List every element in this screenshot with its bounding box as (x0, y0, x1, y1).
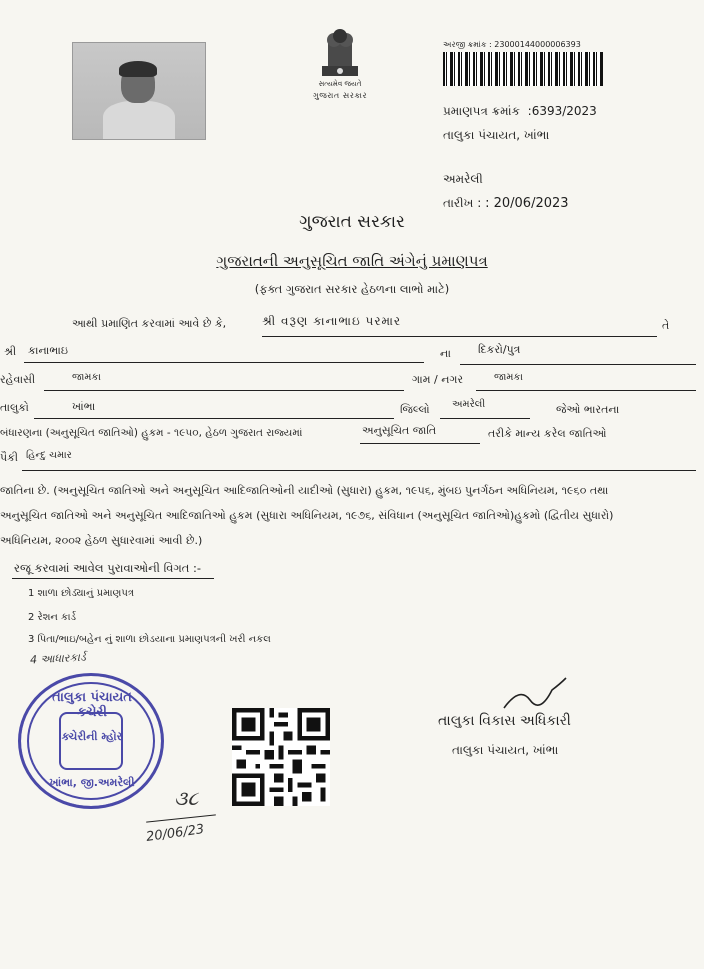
emblem-caption: ગુજરાત સરકાર (312, 91, 368, 100)
signatory-office: તાલુકા પંચાયત, ખાંભા (452, 743, 559, 757)
seal-bottom-text: ખાંભા, જી.અમરેલી (49, 776, 135, 789)
handwritten-date: 20/06/23 (145, 822, 206, 845)
recognized-text: તરીકે માન્ય કરેલ જાતિઓ (488, 427, 607, 440)
certificate-title: ગુજરાતની અનુસૂચિત જાતિ અંગેનું પ્રમાણપત્ર (216, 252, 488, 270)
handwritten-evidence: 4 આધારકાર્ડ (29, 650, 87, 667)
evidence-heading: રજૂ કરવામાં આવેલ પુરાવાઓની વિગત :- (14, 561, 202, 575)
evidence-item: 2 રેશન કાર્ડ (28, 612, 77, 623)
certificate-note: (ફક્ત ગુજરાત સરકાર હેઠળના લાભો માટે) (254, 282, 450, 296)
village-value: જામકા (494, 372, 523, 383)
evidence-item: 1 શાળા છોડ્યાનું પ્રમાણપત્ર (28, 588, 134, 599)
applicant-photo (72, 42, 206, 140)
paragraph-line: અધિનિયમ, ૨૦૦૨ હેઠળ સુધારવામાં આવી છે.) (0, 534, 203, 547)
category-value: અનુસૂચિત જાતિ (362, 424, 437, 437)
resident-value: જામકા (72, 372, 101, 383)
district-label: જિલ્લો (400, 403, 430, 416)
emblem-motto: સત્યમેવ જયતે (318, 80, 362, 88)
district-header: અમરેલી (443, 172, 483, 186)
paragraph-line: અનુસૂચિત જાતિઓ અને અનુસૂચિત આદિજાતિઓ હુકમ (સુધારા અધિનિયમ, ૧૯૭૬, સંવિધાન (અનુસૂચિત જાતિઓ)હુકમો (દ્વિતીય સુધારો) (0, 509, 614, 522)
na-label: ના (440, 347, 451, 360)
resident-label: રહેવાસી (0, 373, 36, 386)
barcode (443, 52, 603, 86)
village-label: ગામ / નગર (412, 373, 464, 386)
application-number: અરજી ક્રમાંક : 23000144000006393 (443, 40, 581, 49)
signatory-title: તાલુકા વિકાસ અધિકારી (438, 713, 571, 729)
seal-center-text: ક્ચેરીની મ્હોર (61, 730, 123, 743)
te-label: તે (662, 319, 670, 332)
evidence-item: 3 પિતા/ભાઇ/બહેન નું શાળા છોડયાના પ્રમાણપત્રની ખરી નકલ (28, 634, 271, 645)
taluka-value: ખાંભા (72, 400, 96, 413)
taluka-label: તાલુકો (0, 401, 29, 414)
relation: દિકરો/પુત્ર (478, 343, 521, 356)
applicant-name: શ્રી વરૂણ કાનાભાઇ પરમાર (262, 314, 402, 328)
national-emblem-icon (304, 22, 376, 80)
issue-date: તારીખ : : 20/06/2023 (443, 196, 569, 211)
je-label: જેઓ ભારતના (556, 403, 620, 416)
district-value: અમરેલી (452, 399, 486, 410)
panchayat-seal (18, 673, 164, 809)
legal-paragraph (0, 478, 704, 553)
page-title: ગુજરાત સરકાર (299, 212, 405, 232)
shri-label: શ્રી (4, 345, 17, 358)
certificate-number: પ્રમાણપત્ર ક્રમાંક :6393/2023 (443, 104, 597, 118)
caste-value: હિન્દુ ચમાર (26, 450, 72, 461)
issuing-office: તાલુકા પંચાયત, ખાંભા (443, 128, 550, 142)
father-name: કાનાભાઇ (28, 344, 68, 357)
qr-code (232, 708, 330, 806)
handwritten-number: ૩૮ (174, 786, 199, 810)
signature-mark (500, 676, 570, 716)
seal-outer-text: તાલુકા પંચાયત કચેરી (52, 690, 132, 720)
paiki-label: પૈકી (0, 451, 19, 464)
constitution-text: બંધારણના (અનુસૂચિત જાતિઓ) હુકમ - ૧૯૫૦, હેઠળ ગુજરાત રાજ્યમાં (0, 427, 303, 439)
certify-label: આથી પ્રમાણિત કરવામાં આવે છે કે, (72, 317, 227, 330)
paragraph-line: જાતિના છે. (અનુસૂચિત જાતિઓ અને અનુસૂચિત આદિજાતિઓની યાદીઓ (સુધારા) હુકમ, ૧૯૫૬, મુંબઇ પુનર્ગઠન અધિનિયમ, ૧૯૬૦ તથા (0, 484, 609, 497)
